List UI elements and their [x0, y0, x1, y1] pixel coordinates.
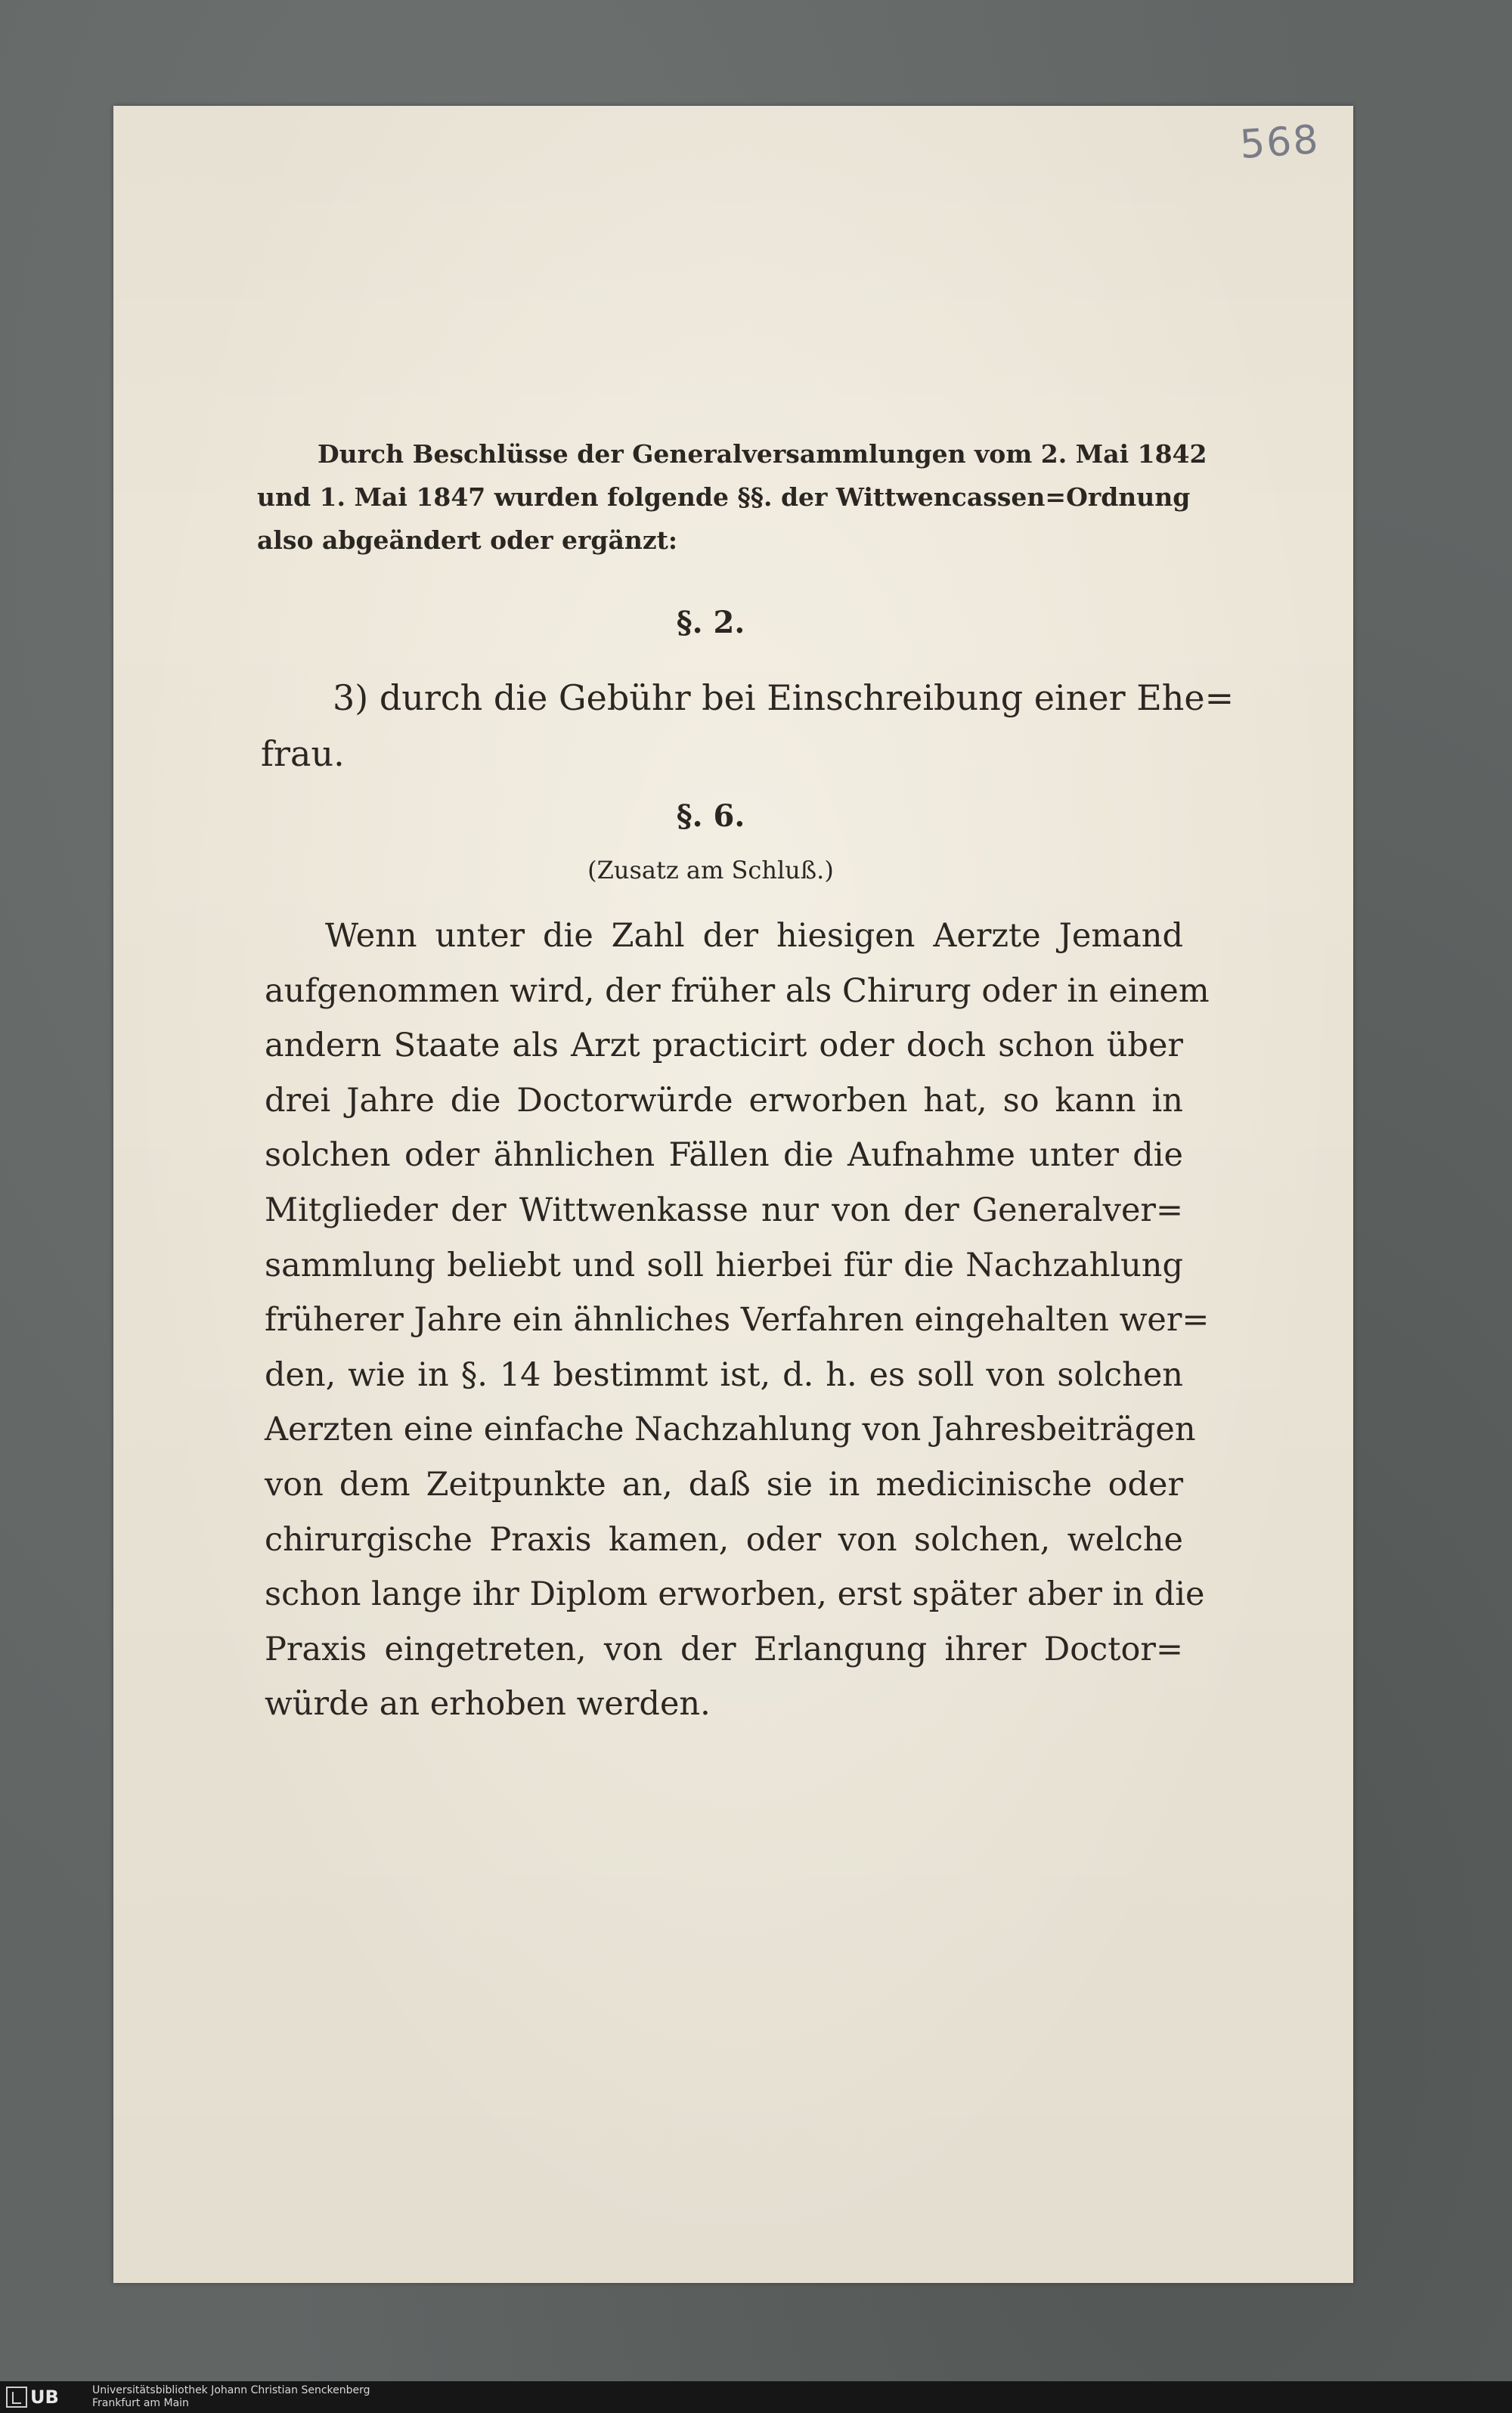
- section-6-line: würde an erhoben werden.: [265, 1685, 711, 1724]
- section-6-line: Wenn unter die Zahl der hiesigen Aerzte Jemand: [325, 917, 1183, 955]
- section-6-line: andern Staate als Arzt practicirt oder doch schon über: [265, 1027, 1183, 1065]
- section-2-line: frau.: [261, 733, 345, 774]
- section-6-note: (Zusatz am Schluß.): [587, 856, 834, 884]
- section-6-line: Mitglieder der Wittwenkasse nur von der Generalver=: [265, 1191, 1183, 1229]
- section-6-line: chirurgische Praxis kamen, oder von solchen, welche: [265, 1520, 1183, 1559]
- section-6-line: von dem Zeitpunkte an, daß sie in medicinische oder: [265, 1465, 1183, 1504]
- section-6-line: schon lange ihr Diplom erworben, erst später aber in die: [265, 1575, 1205, 1614]
- intro-line: also abgeändert oder ergänzt:: [257, 525, 678, 555]
- section-6-line: Aerzten eine einfache Nachzahlung von Jahresbeiträgen: [265, 1411, 1196, 1449]
- section-6-line: aufgenommen wird, der früher als Chirurg oder in einem: [265, 971, 1210, 1010]
- intro-line: Durch Beschlüsse der Generalversammlungen vom 2. Mai 1842: [318, 439, 1207, 469]
- section-2-body: [261, 670, 1235, 782]
- section-2-line: 3) durch die Gebühr bei Einschreibung einer Ehe=: [333, 677, 1235, 718]
- intro-line: und 1. Mai 1847 wurden folgende §§. der Wittwencassen=Ordnung: [257, 482, 1191, 512]
- section-6-line: sammlung beliebt und soll hierbei für die Nachzahlung: [265, 1246, 1183, 1284]
- section-6-line: solchen oder ähnlichen Fällen die Aufnahme unter die: [265, 1136, 1183, 1175]
- section-6-line: Praxis eingetreten, von der Erlangung ihrer Doctor=: [265, 1630, 1183, 1668]
- library-city: Frankfurt am Main: [92, 2397, 189, 2409]
- section-2-heading: §. 2.: [676, 605, 745, 640]
- library-name: Universitätsbibliothek Johann Christian Senckenberg: [92, 2384, 370, 2396]
- archive-page-number: 568: [1238, 116, 1321, 169]
- section-6-body: [265, 909, 1210, 1732]
- section-6-line: früherer Jahre ein ähnliches Verfahren eingehalten wer=: [265, 1301, 1210, 1340]
- ub-logo-text: UB: [30, 2387, 59, 2408]
- section-6-line: den, wie in §. 14 bestimmt ist, d. h. es soll von solchen: [265, 1355, 1183, 1394]
- ub-logo-mark-icon: [6, 2387, 27, 2408]
- section-6-heading: §. 6.: [676, 798, 745, 834]
- intro-paragraph: [257, 432, 1207, 562]
- ub-logo: [6, 2386, 82, 2408]
- library-credit: [92, 2384, 370, 2410]
- section-6-line: drei Jahre die Doctorwürde erworben hat, so kann in: [265, 1081, 1183, 1120]
